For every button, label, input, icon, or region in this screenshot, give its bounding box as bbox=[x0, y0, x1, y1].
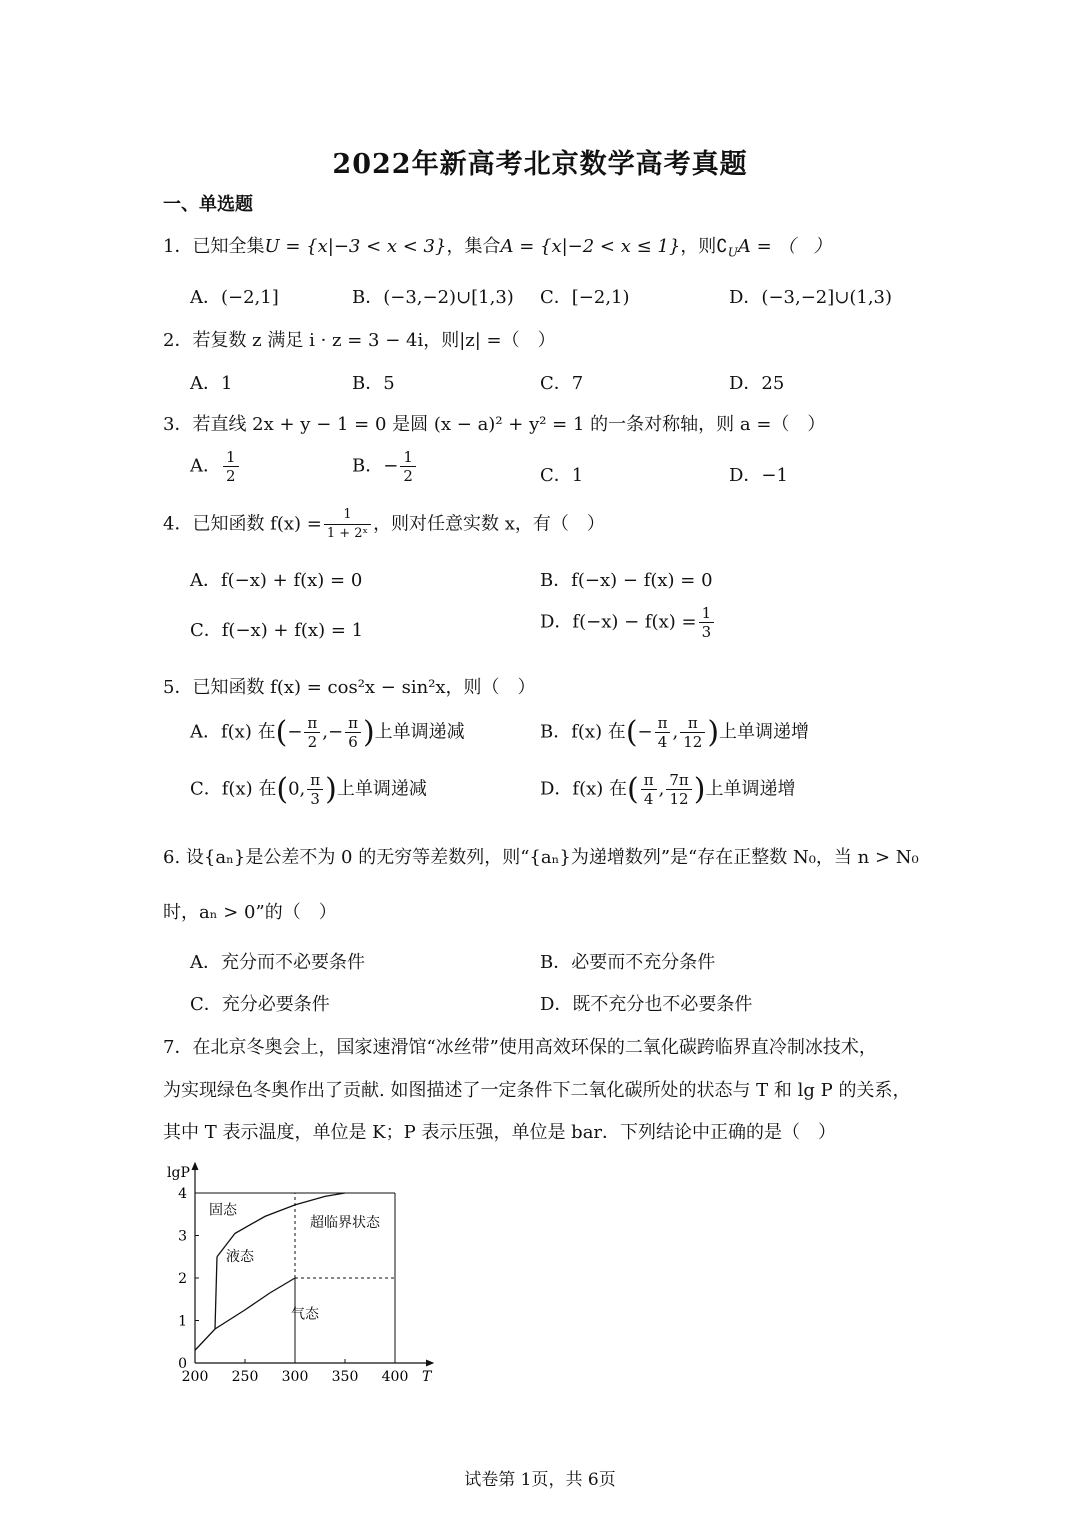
q1-option-d[interactable]: D．(−3,−2]∪(1,3) bbox=[729, 287, 893, 308]
q4-option-b[interactable]: B．f(−x) − f(x) = 0 bbox=[540, 570, 713, 591]
y-tick-label: 3 bbox=[178, 1228, 187, 1245]
q2-option-c[interactable]: C．7 bbox=[540, 373, 584, 394]
q4-option-d[interactable]: D．f(−x) − f(x) = $\frac{1}{3}$ bbox=[540, 604, 716, 641]
q5-option-d[interactable]: D．f(x) 在( $\frac{\pi}{4}$ , $\frac{7\pi}{12}$ )上单调递增 bbox=[540, 771, 796, 808]
q3-option-a[interactable]: A． $\frac{1}{2}$ bbox=[190, 448, 241, 485]
question-7-line-1: 7．在北京冬奥会上，国家速滑馆“冰丝带”使用高效环保的二氧化碳跨临界直冷制冰技术， bbox=[163, 1037, 877, 1058]
q4-option-a[interactable]: A．f(−x) + f(x) = 0 bbox=[190, 570, 363, 591]
region-label-solid: 固态 bbox=[209, 1202, 237, 1219]
q5-option-c[interactable]: C．f(x) 在(0, $\frac{\pi}{3}$ )上单调递减 bbox=[190, 771, 427, 808]
x-tick-label: 250 bbox=[231, 1369, 259, 1385]
x-tick-label: 400 bbox=[381, 1369, 409, 1385]
y-tick-label: 4 bbox=[178, 1186, 187, 1202]
section-heading: 一、单选题 bbox=[163, 194, 253, 215]
q2-option-d[interactable]: D．25 bbox=[729, 373, 785, 394]
q6-option-b[interactable]: B．必要而不充分条件 bbox=[540, 952, 716, 973]
q5-option-b[interactable]: B．f(x) 在(− $\frac{\pi}{4}$ , $\frac{\pi}{12}$ )上单调递增 bbox=[540, 714, 810, 751]
q4-option-c[interactable]: C．f(−x) + f(x) = 1 bbox=[190, 620, 364, 641]
q6-option-a[interactable]: A．充分而不必要条件 bbox=[190, 952, 365, 973]
y-axis-label: lgP bbox=[167, 1165, 190, 1181]
phase-diagram-chart bbox=[150, 1155, 450, 1395]
solid-liquid-boundary-curve bbox=[215, 1257, 217, 1329]
x-axis-label: T bbox=[422, 1369, 432, 1385]
question-7-line-2: 为实现绿色冬奥作出了贡献. 如图描述了一定条件下二氧化碳所处的状态与 T 和 lg P 的关系， bbox=[163, 1080, 911, 1101]
q3-option-c[interactable]: C．1 bbox=[540, 465, 584, 486]
q6-option-c[interactable]: C．充分必要条件 bbox=[190, 994, 330, 1015]
q1-option-a[interactable]: A．(−2,1] bbox=[190, 287, 279, 308]
question-6-line-1: 6. 设{aₙ}是公差不为 0 的无穷等差数列，则“{aₙ}为递增数列”是“存在正整数 N₀，当 n > N₀ bbox=[163, 847, 919, 868]
page-title: 2022年新高考北京数学高考真题 bbox=[332, 149, 748, 180]
q3-option-d[interactable]: D．−1 bbox=[729, 465, 788, 486]
x-tick-label: 300 bbox=[281, 1369, 309, 1385]
question-4: 4．已知函数 f(x) = $\frac{1}{\text{1 + 2ˣ}}$ ，则对任意实数 x，有（ ） bbox=[163, 507, 605, 541]
question-1: 1．已知全集U = {x|−3 < x < 3}，集合A = {x|−2 < x ≤ 1}，则$∁_UA$ = （ ） bbox=[163, 236, 832, 260]
q1-option-c[interactable]: C．[−2,1) bbox=[540, 287, 630, 308]
q1-option-b[interactable]: B．(−3,−2)∪[1,3) bbox=[352, 287, 514, 308]
gas-liquid-boundary-curve bbox=[195, 1278, 295, 1350]
y-tick-label: 2 bbox=[178, 1271, 187, 1287]
x-tick-label: 350 bbox=[331, 1369, 359, 1385]
question-5: 5．已知函数 f(x) = cos²x − sin²x，则（ ） bbox=[163, 677, 536, 698]
q6-option-d[interactable]: D．既不充分也不必要条件 bbox=[540, 994, 753, 1015]
q3-option-b[interactable]: B．− $\frac{1}{2}$ bbox=[352, 448, 418, 485]
q2-option-b[interactable]: B．5 bbox=[352, 373, 395, 394]
q5-option-a[interactable]: A．f(x) 在(− $\frac{\pi}{2}$ ,− $\frac{\pi}{6}$ )上单调递减 bbox=[190, 714, 465, 751]
question-7-line-3: 其中 T 表示温度，单位是 K；P 表示压强，单位是 bar．下列结论中正确的是（ ） bbox=[163, 1122, 837, 1143]
question-3: 3．若直线 2x + y − 1 = 0 是圆 (x − a)² + y² = 1 的一条对称轴，则 a =（ ） bbox=[163, 414, 826, 435]
question-2: 2．若复数 z 满足 i · z = 3 − 4i，则|z| =（ ） bbox=[163, 330, 556, 351]
y-tick-label: 1 bbox=[178, 1313, 187, 1330]
y-tick-label: 0 bbox=[178, 1356, 187, 1372]
region-label-liquid: 液态 bbox=[226, 1249, 254, 1265]
q2-option-a[interactable]: A．1 bbox=[190, 373, 233, 394]
x-tick-label: 200 bbox=[181, 1369, 209, 1385]
region-label-supercritical: 超临界状态 bbox=[310, 1215, 380, 1231]
question-6-line-2: 时，aₙ > 0”的（ ） bbox=[163, 902, 337, 923]
region-label-gas: 气态 bbox=[291, 1306, 319, 1323]
page-footer: 试卷第 1页，共 6页 bbox=[464, 1470, 616, 1490]
